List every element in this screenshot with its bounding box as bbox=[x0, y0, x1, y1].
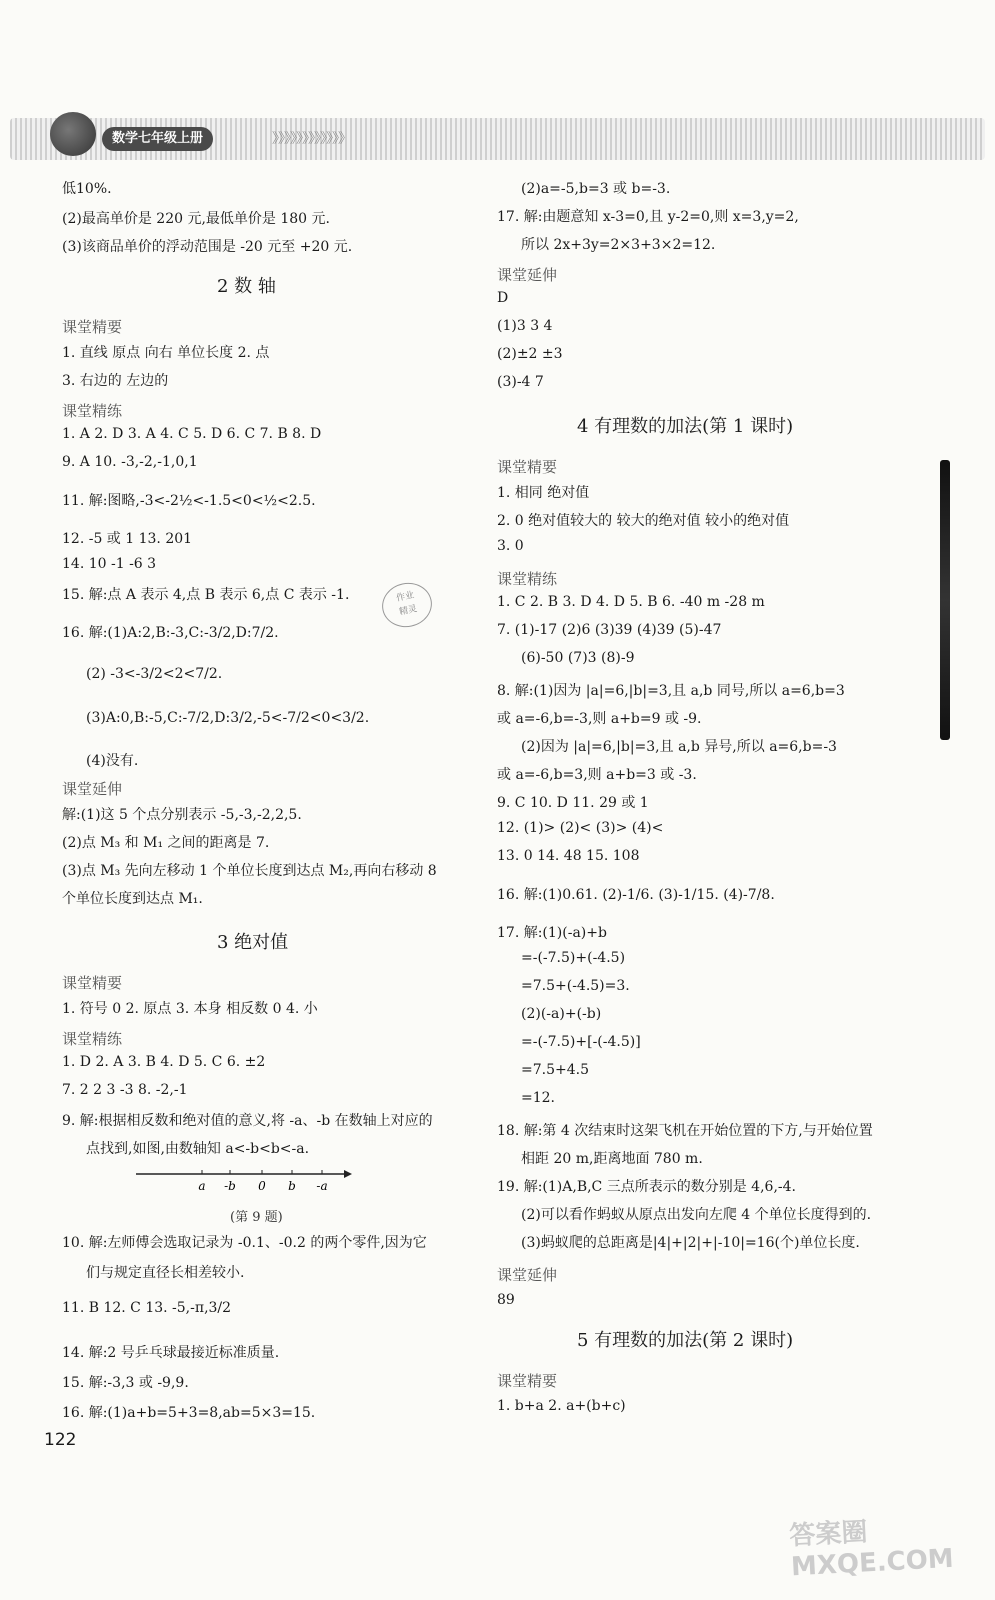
answer-line: 相距 20 m,距离地面 780 m. bbox=[521, 1151, 703, 1167]
answer-line: (3)点 M₃ 先向左移动 1 个单位长度到达点 M₂,再向右移动 8 bbox=[62, 863, 437, 879]
number-line-figure bbox=[132, 1168, 352, 1208]
answer-line: 1. C 2. B 3. D 4. D 5. B 6. -40 m -28 m bbox=[497, 594, 765, 610]
answer-line: 1. 符号 0 2. 原点 3. 本身 相反数 0 4. 小 bbox=[62, 1001, 318, 1017]
answer-line: 12. -5 或 1 13. 201 bbox=[62, 531, 193, 547]
answer-line: 们与规定直径长相差较小. bbox=[86, 1265, 245, 1281]
answer-line: 3. 0 bbox=[497, 538, 524, 554]
subsection-heading: 课堂延伸 bbox=[497, 1266, 558, 1284]
answer-line: =7.5+(-4.5)=3. bbox=[521, 978, 630, 994]
text-line: 17. 解:由题意知 x-3=0,且 y-2=0,则 x=3,y=2, bbox=[497, 209, 799, 225]
answer-line: =-(-7.5)+[-(-4.5)] bbox=[521, 1034, 641, 1050]
answer-line: (2)点 M₃ 和 M₁ 之间的距离是 7. bbox=[62, 835, 270, 851]
answer-line: 8. 解:(1)因为 |a|=6,|b|=3,且 a,b 同号,所以 a=6,b=3 bbox=[497, 683, 845, 699]
subsection-heading: 课堂精要 bbox=[62, 318, 123, 336]
number-line-label: b bbox=[288, 1179, 296, 1193]
number-line-label: 0 bbox=[258, 1179, 266, 1193]
watermark: 答案圈 MXQE.COM bbox=[788, 1517, 955, 1583]
answer-line: 9. C 10. D 11. 29 或 1 bbox=[497, 795, 649, 811]
answer-line: 点找到,如图,由数轴知 a<-b<b<-a. bbox=[86, 1141, 310, 1157]
subsection-heading: 课堂延伸 bbox=[497, 266, 558, 284]
answer-line: (2)可以看作蚂蚁从原点出发向左爬 4 个单位长度得到的. bbox=[521, 1207, 872, 1223]
answer-line: 2. 0 绝对值较大的 较大的绝对值 较小的绝对值 bbox=[497, 513, 790, 529]
section-title: 4 有理数的加法(第 1 课时) bbox=[577, 416, 794, 437]
section-title: 3 绝对值 bbox=[217, 932, 289, 953]
section-title: 2 数 轴 bbox=[217, 276, 276, 297]
subsection-heading: 课堂精要 bbox=[62, 974, 123, 992]
answer-line: 解:(1)这 5 个点分别表示 -5,-3,-2,2,5. bbox=[62, 807, 302, 823]
answer-line: 16. 解:(1)A:2,B:-3,C:-3/2,D:7/2. bbox=[62, 625, 279, 641]
answer-line: 14. 10 -1 -6 3 bbox=[62, 556, 157, 572]
answer-line: (2)因为 |a|=6,|b|=3,且 a,b 异号,所以 a=6,b=-3 bbox=[521, 739, 837, 755]
answer-line: 1. 直线 原点 向右 单位长度 2. 点 bbox=[62, 345, 270, 361]
number-line-label: a bbox=[198, 1179, 206, 1193]
figure-caption: (第 9 题) bbox=[230, 1210, 283, 1225]
subsection-heading: 课堂精练 bbox=[497, 570, 558, 588]
answer-line: =12. bbox=[521, 1090, 555, 1106]
answer-line: D bbox=[497, 290, 509, 306]
answer-line: 13. 0 14. 48 15. 108 bbox=[497, 848, 640, 864]
answer-line: (4)没有. bbox=[86, 753, 139, 769]
number-line-label: -b bbox=[224, 1179, 236, 1193]
answer-line: 15. 解:-3,3 或 -9,9. bbox=[62, 1375, 189, 1391]
subsection-heading: 课堂精练 bbox=[62, 1030, 123, 1048]
answer-line: 7. (1)-17 (2)6 (3)39 (4)39 (5)-47 bbox=[497, 622, 722, 638]
answer-line: 9. A 10. -3,-2,-1,0,1 bbox=[62, 454, 198, 470]
answer-line: 10. 解:左师傅会选取记录为 -0.1、-0.2 的两个零件,因为它 bbox=[62, 1235, 427, 1251]
answer-line: =-(-7.5)+(-4.5) bbox=[521, 950, 626, 966]
scan-edge-shadow bbox=[940, 460, 950, 740]
answer-line: 或 a=-6,b=3,则 a+b=3 或 -3. bbox=[497, 767, 697, 783]
answer-line: 1. b+a 2. a+(b+c) bbox=[497, 1398, 626, 1414]
stamp-text: 精灵 bbox=[398, 604, 419, 618]
text-line: (2)最高单价是 220 元,最低单价是 180 元. bbox=[62, 211, 330, 227]
answer-line: =7.5+4.5 bbox=[521, 1062, 589, 1078]
subsection-heading: 课堂延伸 bbox=[62, 780, 123, 798]
answer-line: 14. 解:2 号乒乓球最接近标准质量. bbox=[62, 1345, 280, 1361]
answer-line: (2)(-a)+(-b) bbox=[521, 1006, 602, 1022]
answer-line: 个单位长度到达点 M₁. bbox=[62, 891, 203, 907]
answer-line: (3)A:0,B:-5,C:-7/2,D:3/2,-5<-7/2<0<3/2. bbox=[86, 710, 370, 726]
answer-line: (1)3 3 4 bbox=[497, 318, 553, 334]
subsection-heading: 课堂精要 bbox=[497, 458, 558, 476]
answer-line: 15. 解:点 A 表示 4,点 B 表示 6,点 C 表示 -1. bbox=[62, 587, 350, 603]
number-line-arrow-icon bbox=[344, 1170, 352, 1178]
answer-line: 89 bbox=[497, 1292, 515, 1308]
section-title: 5 有理数的加法(第 2 课时) bbox=[577, 1330, 794, 1351]
answer-line: 9. 解:根据相反数和绝对值的意义,将 -a、-b 在数轴上对应的 bbox=[62, 1113, 433, 1129]
answer-line: (2)±2 ±3 bbox=[497, 346, 563, 362]
answer-line: 1. A 2. D 3. A 4. C 5. D 6. C 7. B 8. D bbox=[62, 426, 322, 442]
page-header-band bbox=[10, 118, 985, 160]
text-line: 低10%. bbox=[62, 181, 112, 197]
stamp-text: 作业 bbox=[395, 590, 416, 604]
text-line: 所以 2x+3y=2×3+3×2=12. bbox=[521, 237, 716, 253]
answer-line: 11. B 12. C 13. -5,-π,3/2 bbox=[62, 1300, 232, 1316]
homework-stamp bbox=[378, 578, 436, 631]
answer-line: 17. 解:(1)(-a)+b bbox=[497, 925, 607, 941]
header-arrows: 》》》》》》》》》》》》 bbox=[272, 131, 351, 147]
answer-line: 19. 解:(1)A,B,C 三点所表示的数分别是 4,6,-4. bbox=[497, 1179, 796, 1195]
answer-line: 或 a=-6,b=-3,则 a+b=9 或 -9. bbox=[497, 711, 702, 727]
subsection-heading: 课堂精要 bbox=[497, 1372, 558, 1390]
book-title: 数学七年级上册 bbox=[102, 127, 213, 151]
answer-line: (6)-50 (7)3 (8)-9 bbox=[521, 650, 635, 666]
answer-line: 3. 右边的 左边的 bbox=[62, 373, 169, 389]
answer-line: 1. D 2. A 3. B 4. D 5. C 6. ±2 bbox=[62, 1054, 266, 1070]
number-line-label: -a bbox=[316, 1179, 328, 1193]
answer-line: (3)-4 7 bbox=[497, 374, 544, 390]
answer-line: (2) -3<-3/2<2<7/2. bbox=[86, 666, 223, 682]
answer-line: (3)蚂蚁爬的总距离是|4|+|2|+|-10|=16(个)单位长度. bbox=[521, 1235, 860, 1251]
answer-line: 11. 解:图略,-3<-2½<-1.5<0<½<2.5. bbox=[62, 493, 316, 509]
text-line: (3)该商品单价的浮动范围是 -20 元至 +20 元. bbox=[62, 239, 353, 255]
subsection-heading: 课堂精练 bbox=[62, 402, 123, 420]
answer-line: 18. 解:第 4 次结束时这架飞机在开始位置的下方,与开始位置 bbox=[497, 1123, 873, 1139]
answer-line: 12. (1)> (2)< (3)> (4)< bbox=[497, 820, 664, 836]
book-logo-icon bbox=[50, 112, 96, 156]
page-number: 122 bbox=[44, 1430, 77, 1450]
answer-line: 16. 解:(1)0.61. (2)-1/6. (3)-1/15. (4)-7/8. bbox=[497, 887, 775, 903]
answer-line: 1. 相同 绝对值 bbox=[497, 485, 590, 501]
answer-line: 7. 2 2 3 -3 8. -2,-1 bbox=[62, 1082, 188, 1098]
answer-line: 16. 解:(1)a+b=5+3=8,ab=5×3=15. bbox=[62, 1405, 316, 1421]
text-line: (2)a=-5,b=3 或 b=-3. bbox=[521, 181, 671, 197]
